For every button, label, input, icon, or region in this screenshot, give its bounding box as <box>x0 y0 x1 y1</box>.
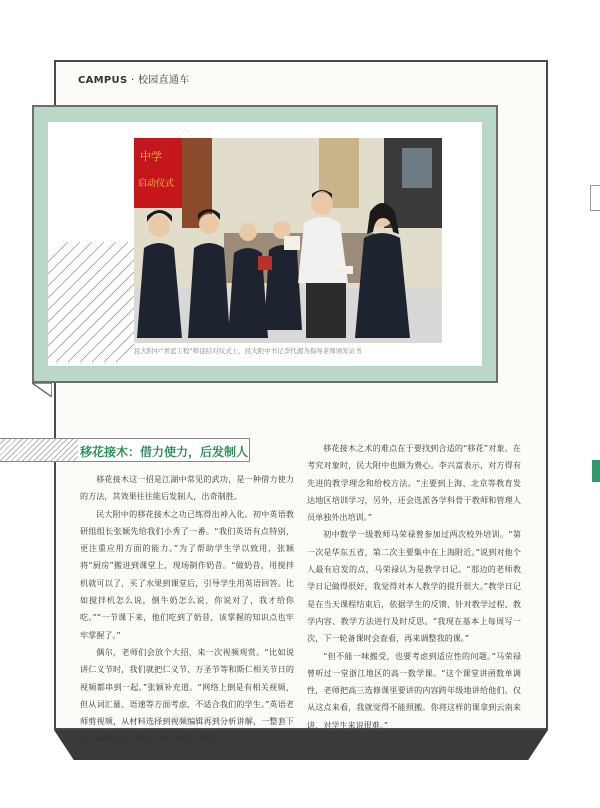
section-heading-hatch <box>0 439 78 461</box>
photo-caption: 民大附中“青蓝工程”师徒结对仪式上，民大附中书记李代源为指导老师颁发证书 <box>134 347 362 355</box>
left-column <box>80 471 294 748</box>
header-column: 校园直通车 <box>137 75 190 86</box>
section-title: 移花接木：借力使力，后发制人 <box>80 445 249 459</box>
paragraph: “但不能一味搬受，也要考虑到适应性的问题。”马荣禄曾听过一堂浙江地区的高一数学课。“这个课堂讲函数单调性，老师把高三选修课里要讲的内容跨年级地讲给他们。仅从这点来看，我就觉得不能照搬。你将这样的课拿到云南来讲，对学生来说很难。” <box>307 650 521 730</box>
page-header <box>78 71 189 86</box>
paragraph: 初中数学一级教师马荣禄曾参加过两次校外培训。“第一次是华东五省，第二次主要集中在上海附近。”说到对他个人最有启发的点，马荣禄认为是教学日记。“那边的老师教学日记做得很好，我觉得对本人教学的提升很大。”教学日记是在当天课程结束后，依据学生的反馈，针对教学过程、教学内容、教学方法进行及时反思。“我现在基本上每周写一次，下一轮备课时会查看，再来调整我的课。” <box>307 529 521 644</box>
next-page-edge <box>590 185 600 211</box>
banner-text: 中学 <box>140 150 162 163</box>
red-banner <box>134 138 182 208</box>
right-column <box>307 440 521 734</box>
header-campus: CAMPUS <box>78 75 128 86</box>
hatch-decoration <box>48 242 148 362</box>
section-heading <box>0 438 250 462</box>
banner-text-2: 启动仪式 <box>138 179 175 189</box>
paragraph: 移花接木之术的难点在于要找到合适的“移花”对象。在考究对象时，民大附中也颇为费心。李兴富表示，对方得有先进的教学理念和给校方法。“主要到上海、北京等教育发达地区培训学习，另外，还会选派各学科骨干教师和管理人员单独外出培训。” <box>307 443 521 523</box>
paragraph: 偶尔，老师们会放个大招，来一次视频观赏。“比如说讲仁义节时，我们就把仁义节、万圣节等和斯仁相关节日的视频都串到一起。”张颖补充道。“网络上倒是有相关视频，但从词汇量、语速等方面考虑，不适合我们的学生。”英语老师剪视频，从材料选择到视频编辑再到分析讲解，一整套下来，跨界难度五颗星，教学效果五颗星。 <box>80 646 294 744</box>
paragraph: 民大附中的移花接木之功已练得出神入化。初中英语教研组组长张颖先给我们小秀了一番。“我们英语有点特别，更注重应用方面的能力。”为了帮助学生学以致用，张颖将“厨房”搬进到课堂上，现场制作奶昔。“做奶昔，用搅拌机就可以了，买了水果到课堂后，引导学生用英语回答。比如搅拌机怎么说，倒牛奶怎么说，你说对了，我才给你吃。”“一节课下来，他们吃到了奶昔，该掌握的知识点也牢牢掌握了。” <box>80 508 294 640</box>
ceremony-photo <box>134 138 442 343</box>
frame-tab-decoration <box>32 383 52 397</box>
header-separator: · <box>130 75 135 86</box>
next-page-tab <box>592 460 600 482</box>
paragraph: 移花接木这一招是江湖中常见的武功，是一种借力使力的方法，其效果往往能后发制人，出奇制胜。 <box>80 474 294 502</box>
